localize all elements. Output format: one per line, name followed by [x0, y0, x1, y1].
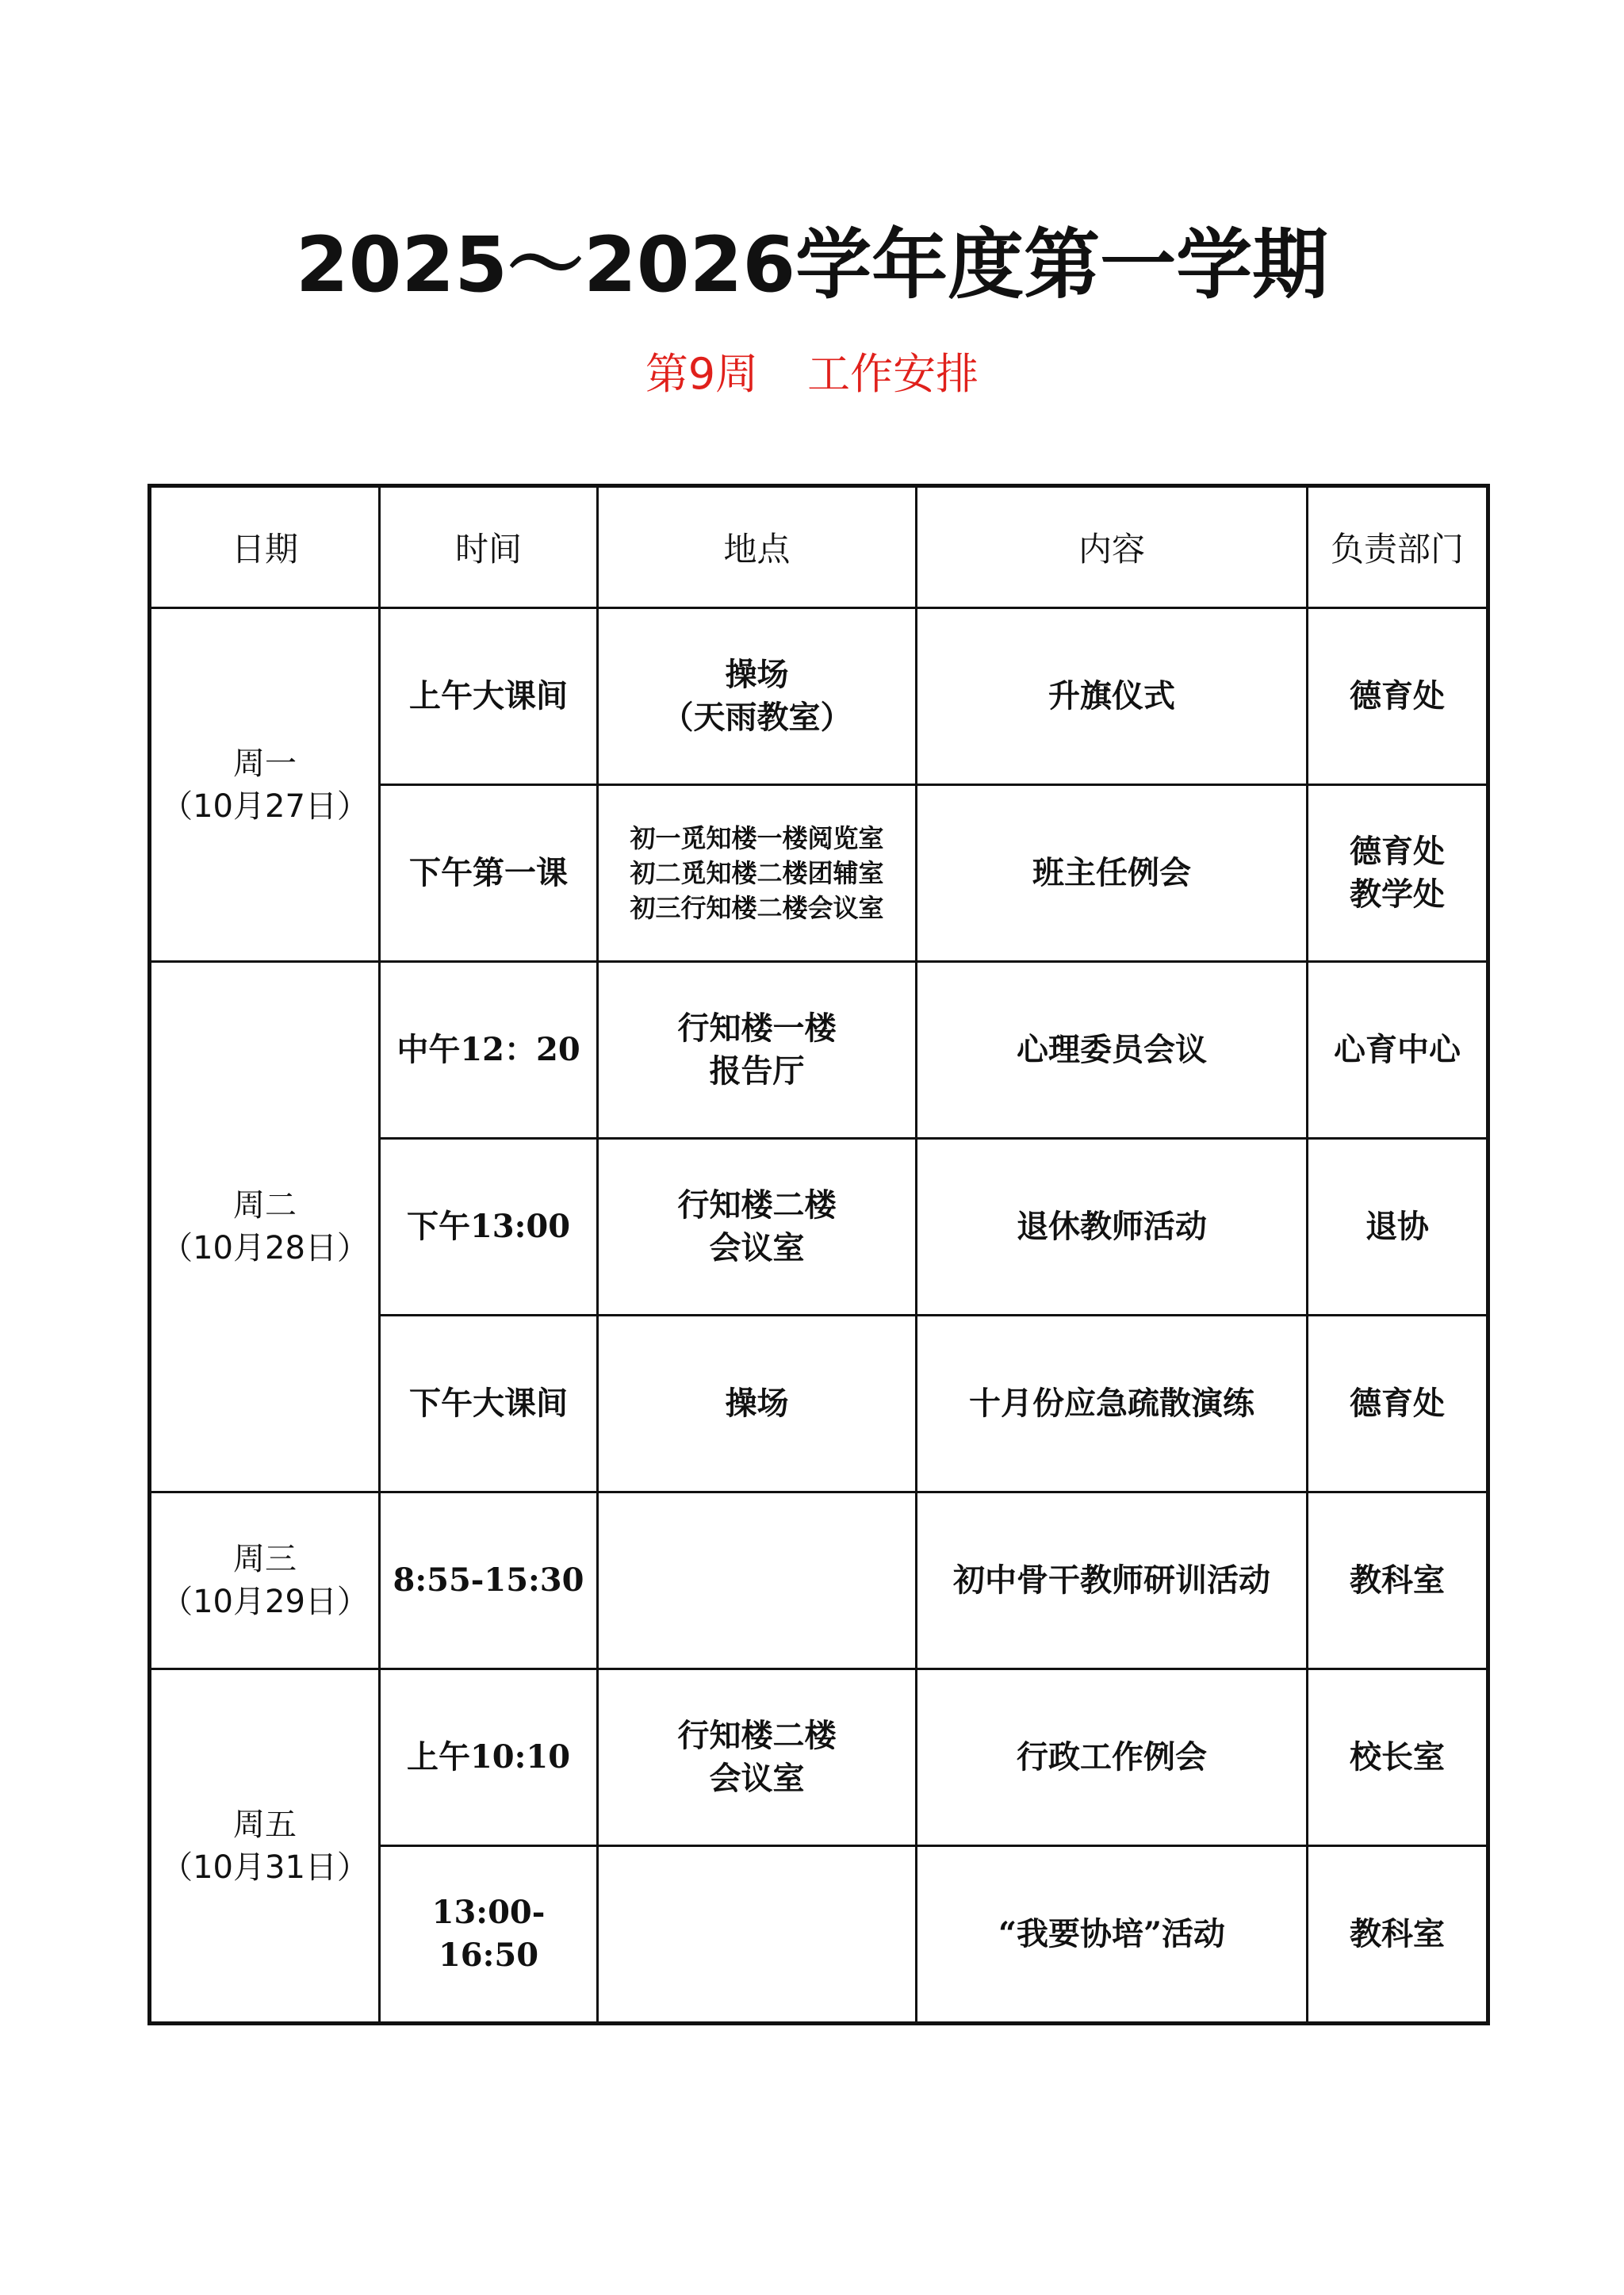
- time-cell: 8:55-15:30: [380, 1492, 598, 1669]
- dept-line: 教学处: [1350, 875, 1445, 913]
- time-cell: 13:00-16:50: [380, 1846, 598, 2024]
- table-row: [150, 608, 1488, 785]
- place-line: 初三行知楼二楼会议室: [630, 893, 884, 923]
- place-cell: [598, 1492, 917, 1669]
- place-line: 报告厅: [709, 1052, 805, 1090]
- place-cell: [598, 1139, 917, 1316]
- table-row: [150, 1492, 1488, 1669]
- date-cell-wednesday: [150, 1492, 380, 1669]
- date-label: （10月29日）: [161, 1584, 369, 1620]
- place-line: 初一觅知楼一楼阅览室: [630, 823, 884, 853]
- day-label: 周二: [233, 1187, 297, 1224]
- dept-cell: 德育处: [1308, 1316, 1488, 1492]
- header-date: 日期: [150, 486, 380, 608]
- place-line: 会议室: [709, 1760, 805, 1797]
- header-place: 地点: [598, 486, 917, 608]
- header-time: 时间: [380, 486, 598, 608]
- content-cell: 十月份应急疏散演练: [917, 1316, 1308, 1492]
- table-row: [150, 1669, 1488, 1846]
- content-cell: 退休教师活动: [917, 1139, 1308, 1316]
- table-row: [150, 962, 1488, 1139]
- header-row: [150, 486, 1488, 608]
- dept-cell: 教科室: [1308, 1846, 1488, 2024]
- date-label: （10月31日）: [161, 1849, 369, 1886]
- time-cell: 上午大课间: [380, 608, 598, 785]
- time-cell: 下午13:00: [380, 1139, 598, 1316]
- date-cell-monday: [150, 608, 380, 962]
- content-cell: 心理委员会议: [917, 962, 1308, 1139]
- place-line: 会议室: [709, 1229, 805, 1266]
- time-cell: 下午大课间: [380, 1316, 598, 1492]
- date-cell-friday: [150, 1669, 380, 2024]
- header-dept: 负责部门: [1308, 486, 1488, 608]
- header-content: 内容: [917, 486, 1308, 608]
- date-label: （10月28日）: [161, 1230, 369, 1266]
- time-cell: 中午12：20: [380, 962, 598, 1139]
- dept-cell: 心育中心: [1308, 962, 1488, 1139]
- schedule-table: [147, 484, 1490, 2025]
- content-cell: 行政工作例会: [917, 1669, 1308, 1846]
- content-cell: 初中骨干教师研训活动: [917, 1492, 1308, 1669]
- place-cell: [598, 785, 917, 962]
- dept-line: 德育处: [1350, 833, 1445, 870]
- place-cell: [598, 1846, 917, 2024]
- page-subtitle: [0, 346, 1624, 403]
- dept-cell: 退协: [1308, 1139, 1488, 1316]
- page-title: 2025～2026学年度第一学期: [295, 220, 1329, 309]
- place-line: 操场: [725, 656, 789, 693]
- place-cell: [598, 1669, 917, 1846]
- date-label: （10月27日）: [161, 787, 369, 825]
- day-label: 周五: [233, 1806, 297, 1843]
- dept-cell: [1308, 785, 1488, 962]
- subtitle-label: 工作安排: [807, 349, 979, 399]
- day-label: 周一: [233, 745, 297, 782]
- dept-cell: 教科室: [1308, 1492, 1488, 1669]
- date-cell-tuesday: [150, 962, 380, 1492]
- dept-cell: 德育处: [1308, 608, 1488, 785]
- place-cell: [598, 962, 917, 1139]
- content-cell: 班主任例会: [917, 785, 1308, 962]
- place-cell: 操场: [598, 1316, 917, 1492]
- place-line: 行知楼二楼: [677, 1717, 837, 1754]
- time-cell: 上午10:10: [380, 1669, 598, 1846]
- week-label: 第9周: [645, 349, 759, 399]
- place-line: 行知楼一楼: [677, 1010, 837, 1047]
- place-line: （天雨教室）: [661, 699, 852, 736]
- day-label: 周三: [233, 1541, 297, 1577]
- content-cell: “我要协培”活动: [917, 1846, 1308, 2024]
- place-cell: [598, 608, 917, 785]
- content-cell: 升旗仪式: [917, 608, 1308, 785]
- dept-cell: 校长室: [1308, 1669, 1488, 1846]
- place-line: 初二觅知楼二楼团辅室: [630, 858, 884, 888]
- place-line: 行知楼二楼: [677, 1186, 837, 1224]
- time-cell: 下午第一课: [380, 785, 598, 962]
